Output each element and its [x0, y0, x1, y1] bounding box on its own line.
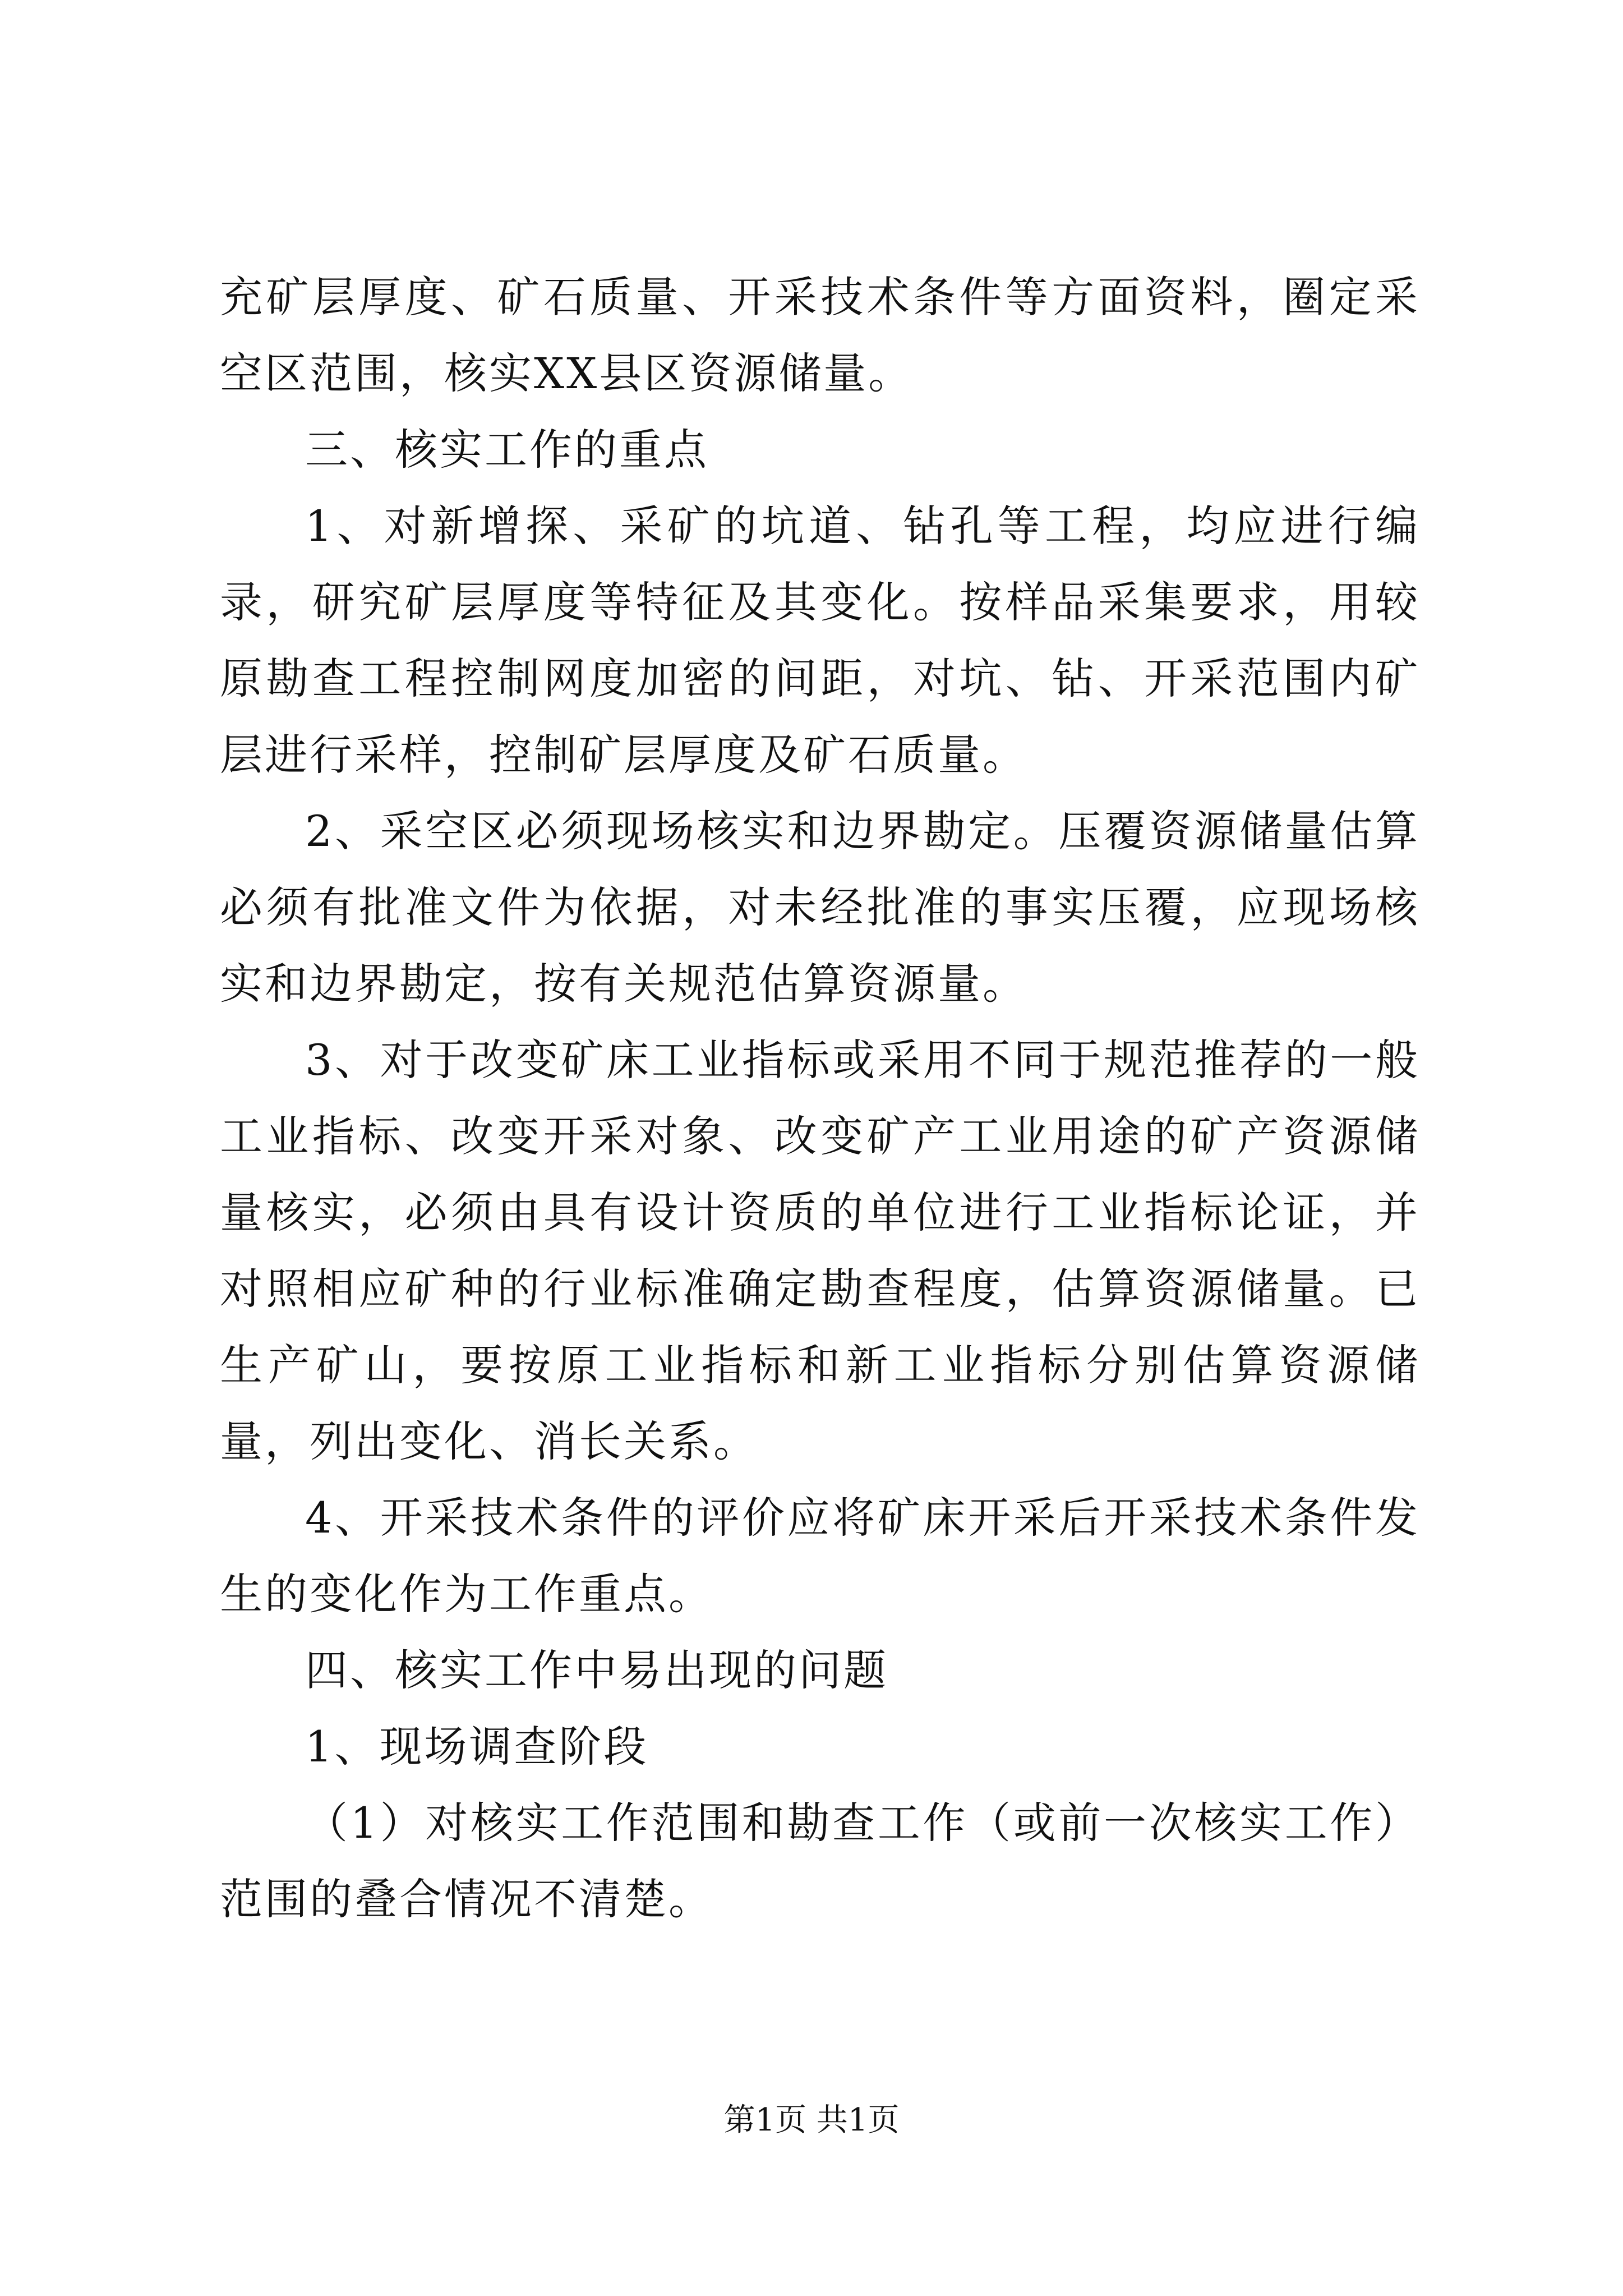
paragraph-continuation: 充矿层厚度、矿石质量、开采技术条件等方面资料，圈定采空区范围，核实XX县区资源储量。 [220, 272, 1420, 398]
subsection-heading-1: 1、现场调查阶段 [305, 1722, 649, 1772]
document-body [220, 259, 1420, 1938]
page-footer: 第1页 共1页 [723, 2102, 900, 2138]
section-heading-4: 四、核实工作中易出现的问题 [305, 1645, 888, 1695]
section-heading-3: 三、核实工作的重点 [305, 425, 709, 475]
paragraph-item-2: 2、采空区必须现场核实和边界勘定。压覆资源储量估算必须有批准文件为依据，对未经批准的事实压覆，应现场核实和边界勘定，按有关规范估算资源量。 [220, 806, 1420, 1009]
paragraph-item-4: 4、开采技术条件的评价应将矿床开采后开采技术条件发生的变化作为工作重点。 [220, 1493, 1420, 1619]
paragraph-subitem-1: （1）对核实工作范围和勘查工作（或前一次核实工作）范围的叠合情况不清楚。 [220, 1798, 1420, 1924]
paragraph-item-1: 1、对新增探、采矿的坑道、钻孔等工程，均应进行编录，研究矿层厚度等特征及其变化。按样品采集要求，用较原勘查工程控制网度加密的间距，对坑、钻、开采范围内矿层进行采样，控制矿层厚度及矿石质量。 [220, 501, 1420, 780]
paragraph-item-3: 3、对于改变矿床工业指标或采用不同于规范推荐的一般工业指标、改变开采对象、改变矿产工业用途的矿产资源储量核实，必须由具有设计资质的单位进行工业指标论证，并对照相应矿种的行业标准确定勘查程度，估算资源储量。已生产矿山，要按原工业指标和新工业指标分别估算资源储量，列出变化、消长关系。 [220, 1035, 1420, 1466]
